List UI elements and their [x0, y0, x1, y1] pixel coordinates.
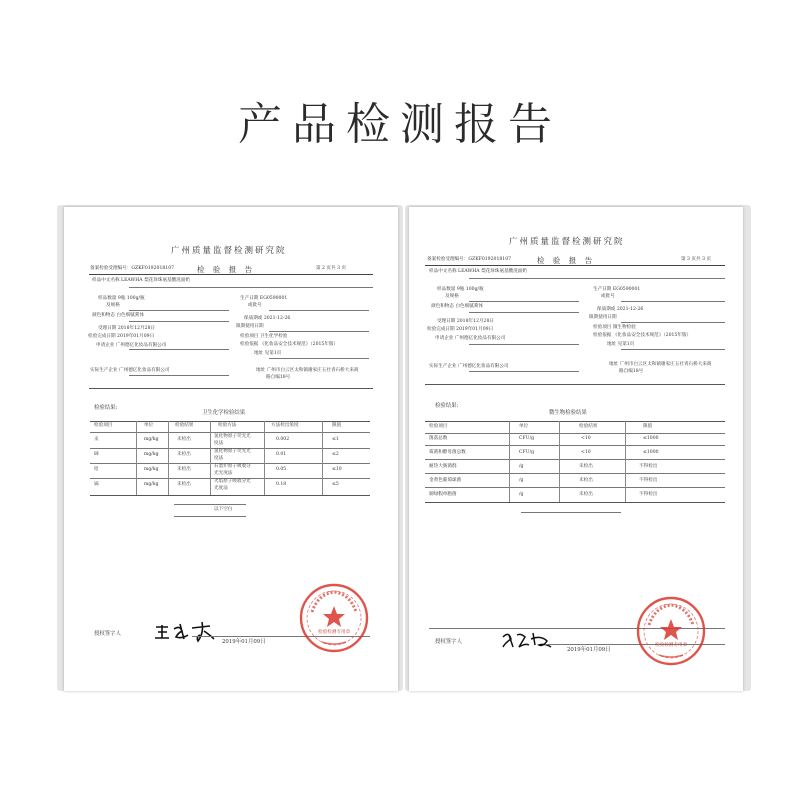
color-form: 颜色和物态 白色细腻膏体 — [431, 304, 483, 309]
signer-label: 授权签字人 — [94, 631, 121, 637]
table-col-rule — [210, 421, 211, 495]
table-col-rule — [264, 421, 265, 495]
divider — [469, 371, 579, 372]
table-cell: 金黄色葡萄球菌 — [429, 478, 462, 483]
header-rule — [425, 265, 725, 266]
divider — [469, 278, 725, 279]
divider — [469, 312, 579, 313]
test-basis: 检验依据 《化妆品安全技术规范》（2015年版） — [593, 333, 692, 338]
table-cell: 0.002 — [276, 437, 290, 442]
table-col-rule — [509, 421, 510, 502]
report-title: 检 验 报 告 — [537, 256, 596, 265]
signature-mark — [499, 627, 553, 651]
page-number: 第 3 页共 3 页 — [681, 257, 712, 262]
table-header: 单位 — [519, 424, 529, 429]
blank-rule — [521, 512, 621, 513]
completion-date: 检验完成日期 2019年01月09日 — [427, 327, 494, 332]
table-cell: ≤1000 — [643, 450, 659, 455]
producer-address-1: 地址 广州市白云区太和镇谢家庄五社青石桥大来商 — [256, 368, 359, 373]
applicant: 申请企业 广州德亿化妆品有限公司 — [96, 343, 167, 348]
report-number: 备案检验受理编号：GZKF0192018107 — [90, 266, 175, 271]
shelf-life: 保质期或 2021-12-26 — [244, 316, 291, 321]
divider — [621, 349, 725, 350]
table-cell: 度法 — [214, 441, 224, 446]
shelf-use: 限期使用日期 — [236, 324, 264, 329]
right-report-sheet — [409, 207, 743, 691]
table-cell: 氢化物原子荧光光 — [214, 434, 251, 439]
table-cell: mg/kg — [144, 482, 159, 487]
institute-name: 广州质量监督检测研究院 — [509, 237, 625, 247]
blank-rule — [174, 504, 246, 505]
table-cell: ≤1 — [332, 437, 339, 442]
producer: 实际生产企业 广州德亿化妆品有限公司 — [90, 368, 170, 373]
table-cell: 未检出 — [177, 437, 191, 442]
divider — [469, 344, 579, 345]
table-cell: /g — [519, 478, 524, 483]
table-cell: 未检出 — [177, 467, 191, 472]
table-cell: ≤10 — [332, 467, 342, 472]
divider — [129, 287, 373, 288]
producer-address-1: 地址 广州市白云区太和镇谢家庄五社青石桥大来商 — [609, 362, 712, 367]
batch-label: 或批号 — [601, 294, 615, 299]
table-title: 微生物检验结果 — [549, 410, 587, 416]
table-cell: 铅 — [94, 467, 99, 472]
blank-note: 以下空白 — [214, 507, 233, 512]
table-cell: CFU/g — [519, 436, 535, 441]
table-cell: 度法 — [214, 456, 224, 461]
production-date: 生产日期 EG0590001 — [240, 296, 288, 301]
table-rule — [90, 432, 370, 433]
table-cell: 不得检出 — [639, 464, 658, 469]
table-cell: 未检出 — [579, 492, 593, 497]
table-bottom-rule — [90, 495, 370, 496]
table-bottom-rule — [425, 502, 725, 503]
table-top-rule — [425, 421, 725, 422]
table-cell: 未检出 — [177, 482, 191, 487]
test-basis: 检验依据 《化妆品安全技术规范》（2015年版） — [240, 342, 339, 347]
table-cell: 砷 — [94, 452, 99, 457]
completion-date: 检验完成日期 2019年01月09日 — [88, 334, 155, 339]
production-date: 生产日期 EG0590001 — [593, 287, 641, 292]
table-rule — [425, 433, 725, 434]
test-item: 检验项目 微生物检验 — [593, 325, 636, 330]
table-cell: CFU/g — [519, 450, 535, 455]
table-header: 限值 — [332, 423, 342, 428]
receive-date: 受理日期 2018年12月28日 — [98, 326, 155, 331]
sign-date: 2019年01月09日 — [222, 639, 266, 645]
divider — [269, 358, 369, 359]
table-cell: 0.05 — [276, 467, 287, 472]
table-header: 检验项目 — [429, 424, 448, 429]
table-cell: mg/kg — [144, 467, 159, 472]
header-rule — [89, 274, 373, 275]
applicant-address: 地址 见第1页 — [607, 342, 635, 347]
table-col-rule — [322, 421, 323, 495]
divider — [621, 322, 725, 323]
table-header: 限值 — [643, 424, 653, 429]
table-cell: <10 — [581, 436, 591, 441]
inspection-seal — [298, 582, 370, 654]
shelf-life: 保质期或 2021-12-26 — [597, 307, 644, 312]
table-cell: ≤5 — [332, 482, 339, 487]
page-title: 产品检测报告 — [238, 99, 562, 150]
divider — [129, 321, 229, 322]
divider — [469, 301, 579, 302]
report-number: 备案检验受理编号：GZKF0192018107 — [427, 257, 512, 262]
table-cell: 光光度法 — [214, 471, 233, 476]
table-cell: 汞 — [94, 437, 99, 442]
divider — [129, 349, 229, 350]
divider — [129, 375, 229, 376]
table-rule — [425, 487, 725, 488]
sample-name: 样品中文名称 LEAWHA 梨花珍珠氨基酸洗面奶 — [92, 278, 191, 283]
divider — [621, 301, 725, 302]
table-col-rule — [559, 421, 560, 502]
table-header: 检验结果 — [579, 424, 598, 429]
table-cell: mg/kg — [144, 452, 159, 457]
sample-name: 样品中文名称 LEAWHA 梨花珍珠氨基酸洗面奶 — [429, 269, 528, 274]
left-report-sheet — [64, 207, 398, 691]
table-header: 检验方法 — [218, 423, 237, 428]
table-header: 单位 — [144, 423, 154, 428]
producer: 实际生产企业 广州德亿化妆品有限公司 — [429, 364, 509, 369]
table-cell: ≤2 — [332, 452, 339, 457]
table-rule — [425, 445, 725, 446]
producer-address-2: 路自编18号 — [266, 375, 291, 380]
table-cell: 0.18 — [276, 482, 287, 487]
table-cell: ≤1000 — [643, 436, 659, 441]
table-header: 检验项目 — [94, 423, 113, 428]
table-col-rule — [136, 421, 137, 495]
sample-spec: 及规格 — [106, 303, 120, 308]
sample-quantity: 样品数量 9瓶 100g/瓶 — [437, 287, 484, 292]
table-cell: 不得检出 — [639, 492, 658, 497]
table-cell: 0.01 — [276, 452, 287, 457]
report-title: 检 验 报 告 — [197, 265, 256, 274]
table-cell: <10 — [581, 450, 591, 455]
page-number: 第 2 页共 3 页 — [316, 266, 347, 271]
batch-label: 或批号 — [248, 303, 262, 308]
sample-spec: 及规格 — [445, 294, 459, 299]
sample-quantity: 样品数量 9瓶 100g/瓶 — [98, 296, 145, 301]
test-item: 检验项目 卫生化学检验 — [240, 334, 288, 339]
table-cell: mg/kg — [144, 437, 159, 442]
producer-address-2: 路自编18号 — [619, 369, 644, 374]
table-cell: /g — [519, 464, 524, 469]
table-cell: 未检出 — [579, 464, 593, 469]
table-title: 卫生化学检验结果 — [202, 410, 246, 416]
receive-date: 受理日期 2018年12月28日 — [437, 319, 494, 324]
table-header: 方法检出浓度 — [271, 423, 299, 428]
shelf-use: 限期使用日期 — [589, 315, 617, 320]
table-cell: 未检出 — [579, 478, 593, 483]
seal-text: 检验检测专用章 — [318, 630, 351, 635]
divider — [269, 310, 369, 311]
signer-label: 授权签字人 — [435, 639, 462, 645]
applicant-address: 地址 见第1页 — [254, 351, 282, 356]
section-rule — [89, 388, 373, 389]
divider — [269, 331, 369, 332]
table-cell: 火焰原子吸收分光 — [214, 479, 251, 484]
table-header: 检验结果 — [175, 423, 194, 428]
table-cell: 铜绿假单胞菌 — [429, 492, 457, 497]
table-top-rule — [90, 421, 370, 422]
seal-text: 检验检测专用章 — [655, 643, 688, 648]
table-col-rule — [168, 421, 169, 495]
table-cell: 镉 — [94, 482, 99, 487]
institute-name: 广州质量监督检测研究院 — [171, 246, 287, 256]
table-cell: 未检出 — [177, 452, 191, 457]
inspection-seal — [635, 595, 707, 667]
table-cell: 菌落总数 — [429, 436, 448, 441]
blank-rule — [174, 516, 246, 517]
signature-mark — [152, 619, 220, 643]
divider — [129, 310, 229, 311]
sign-date: 2019年01月09日 — [567, 647, 611, 653]
results-label: 检验结果: — [94, 405, 118, 411]
applicant: 申请企业 广州德亿化妆品有限公司 — [435, 336, 506, 341]
table-cell: 石墨炉原子吸收分 — [214, 464, 251, 469]
table-col-rule — [625, 421, 626, 502]
table-cell: 耐热大肠菌群 — [429, 464, 457, 469]
table-cell: /g — [519, 492, 524, 497]
color-form: 颜色和物态 白色细腻膏体 — [92, 313, 144, 318]
table-cell: 氢化物原子荧光光 — [214, 449, 251, 454]
table-cell: 光度法 — [214, 486, 228, 491]
section-rule — [425, 384, 725, 385]
results-label: 检验结果: — [435, 403, 459, 409]
table-cell: 霉菌和酵母菌总数 — [429, 450, 466, 455]
table-rule — [425, 459, 725, 460]
table-cell: 不得检出 — [639, 478, 658, 483]
table-rule — [425, 473, 725, 474]
